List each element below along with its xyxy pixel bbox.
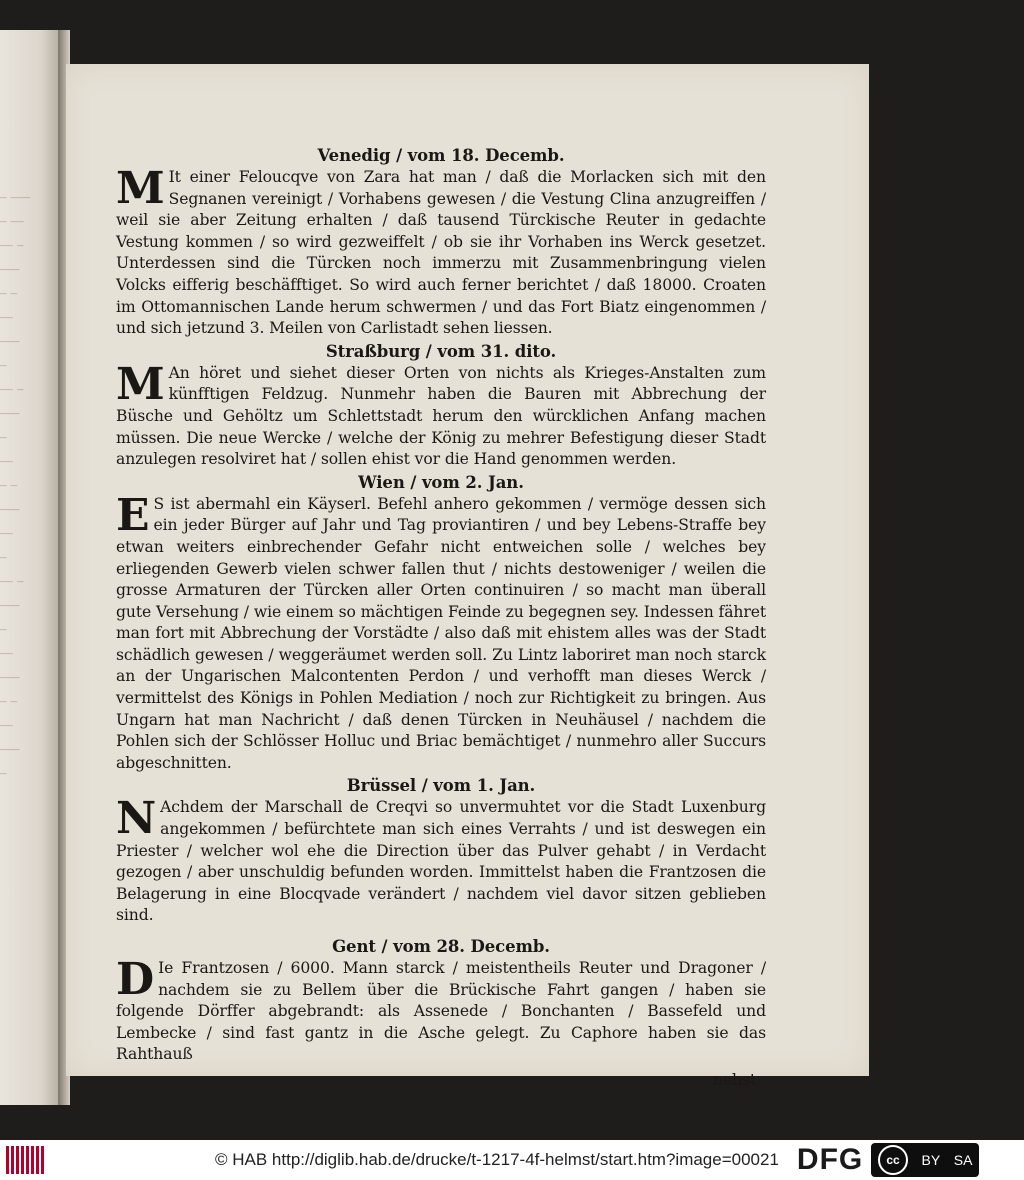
license-by-label: BY (921, 1152, 941, 1168)
cc-license-badge[interactable] (871, 1143, 979, 1177)
section-text-venedig: It einer Feloucqve von Zara hat man / daß die Morlacken sich mit den Segnanen vereinigt / Vorhabens gewesen / die Vestung Clina anzugreiffen / weil sie aber Zeitung erhalten / daß tausend Türckische Reuter in gedachte Vestung kommen / so wird gezweiffelt / ob sie ihr Vorhaben ins Werck gesetzet. Unterdessen sind die Türcken noch immerzu mit Zusammenbringung vielen Volcks eifferig beschäfftiget. So wird auch ferner berichtet / daß 18000. Croaten im Ottomannischen Lande herum schwermen / und das Fort Biatz eingenommen / und sich jetzund 3. Meilen von Carlistadt sehen liessen. (116, 168, 766, 338)
section-text-strassburg: An höret und siehet dieser Orten von nichts als Krieges-Anstalten zum künfftigen Feldzug. Nunmehr haben die Bauren mit Abbrechung der Büsche und Gehöltz um Schlettstadt herum den würcklichen Anfang machen müssen. Die neue Wercke / welche der König zu mehrer Befestigung dieser Stadt anzulegen resolviret hat / sollen ehist vor die Hand genommen werden. (116, 363, 766, 469)
section-body-bruessel (116, 793, 766, 927)
section-heading-venedig: Venedig / vom 18. Decemb. (317, 146, 565, 165)
footer-bar (0, 1140, 1024, 1180)
adjacent-page-bleed: _ ___ _ __ __ _ ___ _ _ __ ___ _ __ _ ___ _ __ _ _ ___ __ _ __ _ ___ _ __ ___ _ _ __ ___ _ (0, 184, 31, 775)
newspaper-text-block (116, 144, 766, 1092)
hab-logo-icon (6, 1144, 50, 1176)
section-spacer (116, 927, 766, 935)
section-text-wien: S ist abermahl ein Käyserl. Befehl anhero gekommen / vermöge dessen sich ein jeder Bürger auf Jahr und Tag proviantiren / und bey Lebens-Straffe bey etwan weiters einbrechender Gefahr nicht entweichen solle / welches bey erliegenden Gewerb vielen schwer fallen thut / nichts destoweniger / weilen die grosse Armaturen der Türcken aller Orten continuiren / so macht man überall gute Versehung / wie einem so mächtigen Feinde zu begegnen sey. Indessen fähret man fort mit Abbrechung der Vorstädte / also daß mit ehistem alles was der Stadt schädlich gewesen / weggeräumet werden soll. Zu Lintz laboriret man noch starck an der Ungarischen Malcontenten Perdon / und verhofft man dieses Werck / vermittelst des Königs in Pohlen Mediation / noch zur Richtigkeit zu bringen. Aus Ungarn hat man Nachricht / daß denen Türcken in Neuhäusel / nachdem die Pohlen sich der Schlösser Holluc und Briac bemächtiget / nunmehro aller Succurs abgeschnitten. (116, 494, 766, 772)
section-heading-bruessel: Brüssel / vom 1. Jan. (346, 776, 536, 796)
cc-icon: cc (878, 1145, 908, 1175)
section-heading-strassburg: Straßburg / vom 31. dito. (325, 341, 557, 361)
section-body-strassburg (116, 358, 766, 471)
section-text-bruessel: Achdem der Marschall de Creqvi so unvermuhtet vor die Stadt Luxenburg angekommen / befürchtete man sich eines Verrahts / und ist deswegen ein Priester / welcher wol ehe die Direction über das Pulver gehabt / in Verdacht gezogen / aber unschuldig befunden worden. Immittelst haben die Frantzosen die Belagerung in eine Blocqvade verändert / nachdem viel davor sitzen geblieben sind. (116, 798, 766, 925)
license-sa-label: SA (953, 1152, 973, 1168)
dfg-logo: DFG (796, 1143, 864, 1176)
dropcap-gent: D (116, 954, 155, 1005)
dropcap-strassburg: M (116, 358, 165, 410)
section-heading-wien: Wien / vom 2. Jan. (358, 472, 524, 492)
section-body-gent (116, 954, 766, 1066)
catchword: nebst (712, 1070, 756, 1089)
dropcap-bruessel: N (116, 793, 157, 845)
adjacent-page-edge (0, 30, 58, 1105)
section-text-gent: Ie Frantzosen / 6000. Mann starck / meistentheils Reuter und Dragoner / nachdem sie zu Bellem über die Brückische Fahrt gangen / haben sie folgende Dörffer abgebrandt: als Assenede / Bonchanten / Bassefeld und Lembecke / sind fast gantz in die Asche gelegt. Zu Caphore haben sie das Rahthauß (116, 959, 766, 1064)
section-body-venedig (116, 163, 766, 340)
dropcap-wien: E (116, 489, 150, 541)
source-credit-link[interactable]: © HAB http://diglib.hab.de/drucke/t-1217-4f-helmst/start.htm?image=00021 (215, 1150, 779, 1169)
section-body-wien (116, 489, 766, 775)
document-page (66, 64, 869, 1089)
dropcap-venedig: M (116, 163, 165, 214)
section-heading-gent: Gent / vom 28. Decemb. (332, 937, 550, 956)
